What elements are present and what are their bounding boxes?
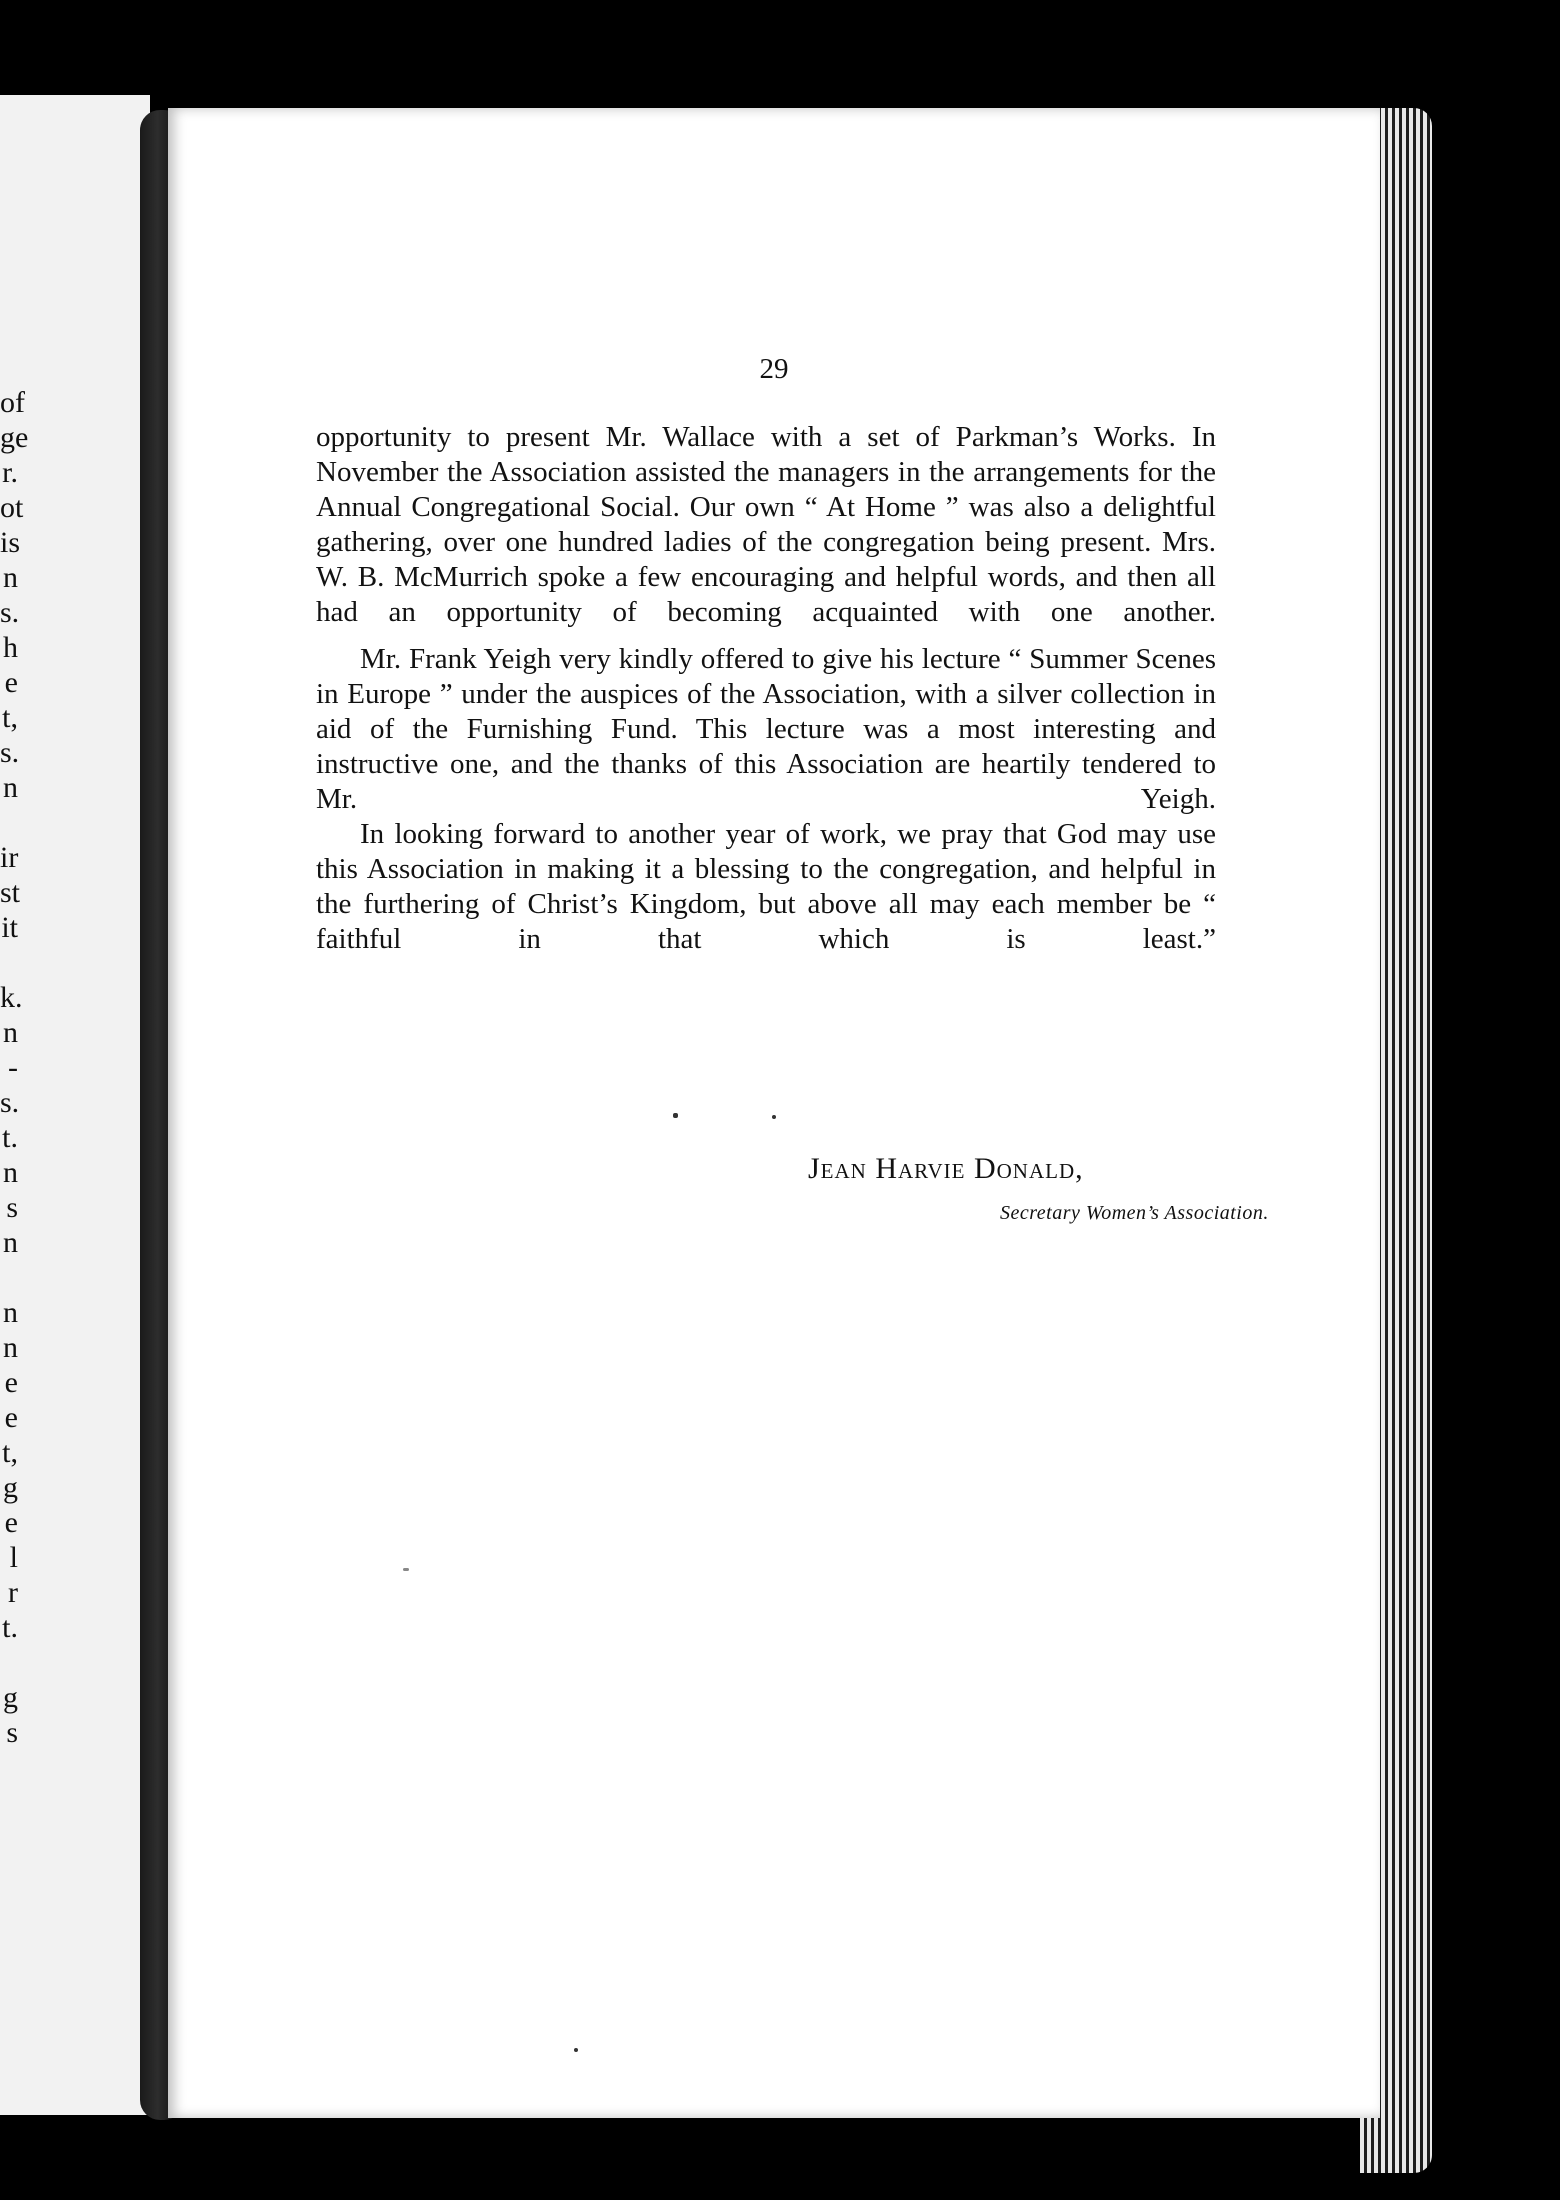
left-line-fragment: s [6,1191,18,1224]
left-line-fragment: n [3,1016,18,1049]
left-line-fragment [0,1260,18,1295]
left-line-fragment: e [4,666,18,699]
paragraph: Mr. Frank Yeigh very kindly offered to give his lecture “ Summer Scenes in Europe ” under the auspices of the Association, with a silver collection in aid of the Furnishing Fund. This lecture was a most interesting and instructive one, and the thanks of this Association are heartily tendered to Mr. Yeigh. [316,643,1216,815]
left-line-fragment: h [3,631,18,664]
left-line-fragment: s. [0,736,20,769]
left-line-fragment: r [8,1576,18,1609]
left-line-fragment: e [4,1366,18,1399]
left-line-fragment: n [3,1156,18,1189]
left-line-fragment: is [0,526,21,559]
left-line-fragment: n [3,1226,18,1259]
left-line-fragment [0,1645,18,1680]
paragraph: In looking forward to another year of work, we pray that God may use this Association in making it a blessing to the congregation, and helpful in the furthering of Christ’s Kingdom, but above all may each member be “ faithful in that which is least.” [316,818,1216,955]
left-line-fragment: of [0,386,25,419]
signature-name: Jean Harvie Donald, [808,1152,1084,1185]
left-line-fragment: st [0,876,21,909]
left-line-fragment: r. [2,456,18,489]
ink-speck [673,1113,678,1118]
left-line-fragment: g [3,1681,18,1714]
left-line-fragment: t, [2,1436,18,1469]
signature-title: Secretary Women’s Association. [1000,1202,1269,1224]
ink-speck [574,2048,578,2052]
ink-speck [772,1115,776,1119]
left-line-fragment: - [8,1051,18,1084]
left-page-text-fragments [0,385,29,1750]
left-facing-page [0,95,150,2115]
left-line-fragment: s. [0,1086,20,1119]
right-page [168,108,1380,2118]
left-line-fragment: ot [0,491,24,524]
left-line-fragment: n [3,771,18,804]
left-line-fragment: t, [2,701,18,734]
left-line-fragment: n [3,561,18,594]
left-line-fragment: k. [0,981,23,1014]
left-line-fragment: t. [2,1611,18,1644]
left-line-fragment: it [1,911,18,944]
left-line-fragment: ir [0,841,19,874]
left-line-fragment: s. [0,596,20,629]
page-number: 29 [759,353,789,385]
left-line-fragment: e [4,1401,18,1434]
left-line-fragment [0,945,18,980]
left-line-fragment: g [3,1471,18,1504]
ink-speck [403,1568,409,1571]
left-line-fragment: l [9,1541,18,1574]
paragraph: opportunity to present Mr. Wallace with a set of Parkman’s Works. In November the Association assisted the managers in the arrangements for the Annual Congregational Social. Our own “ At Home ” was also a delightful gathering, over one hundred ladies of the congregation being present. Mrs. W. B. McMurrich spoke a few encouraging and helpful words, and then all had an opportunity of becoming acquainted with one another. [316,421,1216,628]
left-line-fragment: n [3,1296,18,1329]
left-line-fragment: s [6,1716,18,1749]
left-line-fragment: t. [2,1121,18,1154]
left-line-fragment: n [3,1331,18,1364]
left-line-fragment: e [4,1506,18,1539]
body-text [316,420,1216,957]
left-line-fragment [0,805,18,840]
left-line-fragment: ge [0,421,29,454]
